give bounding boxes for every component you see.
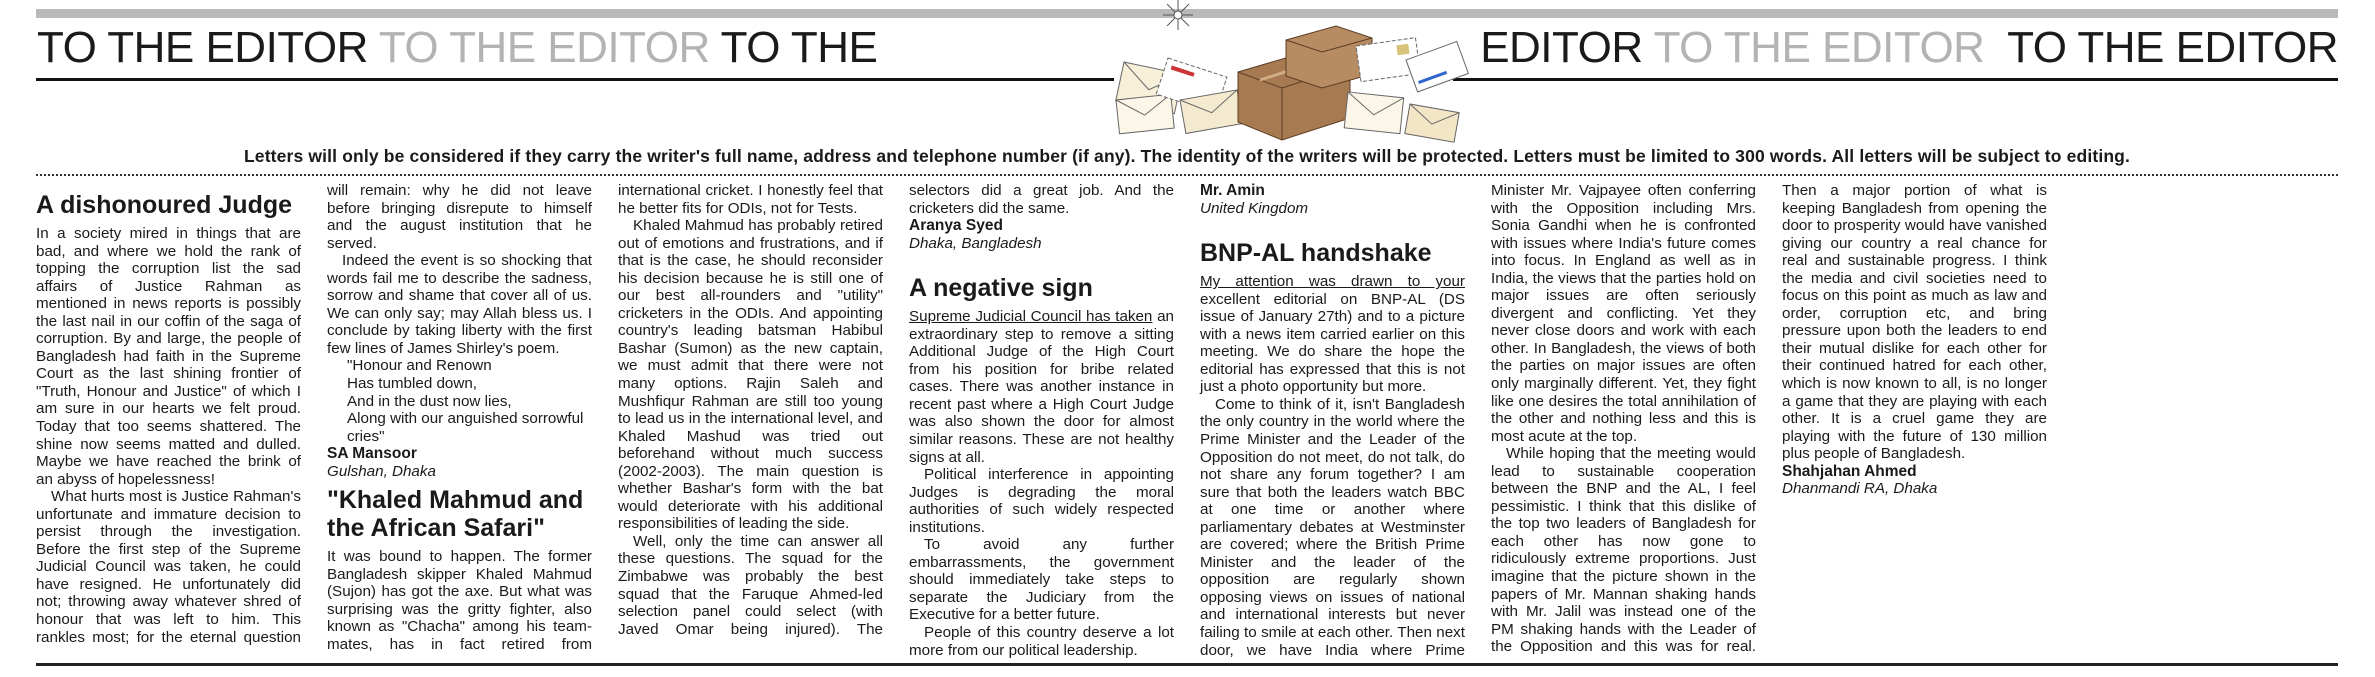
letter-title: A dishonoured Judge <box>36 191 293 219</box>
paragraph: Well, only the time can answer all these questions. The squad for the Zimbabwe was probably the best squad that the Faruque Ahmed-led selection panel could select (with Javed Omar being injured). The selectors did a great job. And the cricketers did the same. <box>618 182 1174 638</box>
envelope-icon <box>1344 92 1403 134</box>
masthead-text-grey: TO THE EDITOR <box>1653 23 1985 72</box>
poem-line: Has tumbled down, <box>347 375 478 393</box>
masthead-text: TO THE EDITOR <box>37 23 368 72</box>
paragraph-text: an extraordinary step to remove a sitting Additional Judge of the High Court from his position for bribe related cases. There was another instance in recent past where a High Court Judge was also shown the door for almost similar reasons. These are not healthy signs at all. <box>909 308 1174 466</box>
sparkle-icon <box>1163 0 1193 30</box>
paragraph: To avoid any further embarrassments, the government should immediately take steps to separate the Judiciary from the Executive for a better future. <box>909 536 1174 624</box>
paragraph: While hoping that the meeting would lead to sustainable cooperation between the BNP and the AL, I feel pessimistic. I think that this dislike of the top two leaders of Bangladesh for each other has now gone to ridiculously extreme proportions. Just imagine that the picture shown in the papers of Mr. Mannan shaking hands with Mr. Jalil was instead one of the PM shaking hands with the Leader of the Opposition and this was for real. Then a major portion of what is keeping Bangladesh from opening the door to prosperity would have vanished giving our country a real chance for real and sustainable progress. I think the media and civil societies need to focus on this point as much as law and order, corruption etc, and bring pressure upon both the leaders to end their mutual dislike for each other for their continued hatred for each other, which is now known to all, is no longer a game that they are playing with each other. It is a cruel game they are playing with the future of 130 million plus people of Bangladesh. <box>1491 182 2047 656</box>
paragraph: People of this country deserve a lot more from our political leadership. <box>909 624 1174 659</box>
poem-line: Along with our anguished sorrowful cries" <box>347 410 584 445</box>
paragraph: Political interference in appointing Judges is degrading the moral authorities of such widely respected institutions. <box>909 466 1174 536</box>
letter-title: A negative sign <box>909 274 1093 303</box>
paragraph: Indeed the event is so shocking that words fail me to describe the sadness, sorrow and shame that cover all of us. We can only say; may Allah bless us. I conclude by taking liberty with the first few lines of James Shirley's poem. <box>327 252 592 357</box>
masthead-text: TO THE <box>720 23 878 72</box>
masthead-text-grey: TO THE EDITOR <box>378 23 710 72</box>
signature: Aranya Syed <box>909 217 1003 235</box>
masthead-text: TO THE EDITOR <box>2007 23 2338 72</box>
masthead-underline-left <box>36 78 1114 81</box>
masthead-underline-right <box>1453 78 2338 81</box>
masthead-text: EDITOR <box>1480 23 1643 72</box>
poem-line: And in the dust now lies, <box>347 392 512 410</box>
dotted-divider <box>36 174 2338 176</box>
paragraph <box>1200 273 1465 396</box>
masthead-right <box>1480 23 2338 72</box>
location: Dhaka, Bangladesh <box>909 234 1042 252</box>
paragraph: What hurts most is Justice Rahman's unfortunate and immature decision to persist through the investigation. Before the first step of the Supreme Judicial Council was taken, he could have resigned. He unfortunately did not; throwing away whatever shred of honour that was left to him. This rankles most; for the eternal question will remain: why he did not leave before bringing disrepute to himself and the august institution that he served. <box>36 182 592 646</box>
signature: Mr. Amin <box>1200 182 1265 199</box>
location: United Kingdom <box>1200 199 1309 217</box>
poem-line: "Honour and Renown <box>347 357 492 375</box>
lead-text: My attention was drawn to your <box>1200 273 1465 291</box>
paragraph: Khaled Mahmud has probably retired out of emotions and frustrations, and if that is the case, he should reconsider his decision because he is still one of our best all-rounders and "utility" cricketers in the ODIs. And appointing country's leading batsman Habibul Bashar (Sumon) as the new captain, we must admit that there were not many options. Rajin Saleh and Mushfiqur Rahman are still too young to lead us in the international level, and Khaled Mashud was tried out beforehand without much success (2002-2003). The main question is whether Bashar's form with the bat would deteriorate with his additional responsibilities of leading the side. <box>618 217 883 533</box>
paragraph: Come to think of it, isn't Bangladesh the only country in the world where the Prime Minister and the Leader of the Opposition do not meet, do not talk, do not share any forum together? I am sure that both the leaders watch BBC at one time or another where parliamentary debates at Westminster are covered; where the British Prime Minister and the leader of the opposition are regularly shown opposing views on issues of national and international interests but never failing to smile at each other. Then next door, we have India where Prime Minister Mr. Vajpayee often conferring with the Opposition including Mrs. Sonia Gandhi when he is confronted with issues where India's future comes into focus. In England as well as in India, the views that the parties hold on major issues are often seriously divergent and conflicting. Yet they never close doors and work with each other. In Bangladesh, the views of both the parties on major issues are often only marginally different. Yet, they fight like one desires the total annihilation of the other and nothing less and this is most acute at the top. <box>1200 182 1756 659</box>
envelope-icon <box>1405 104 1459 142</box>
letter-title: BNP-AL handshake <box>1200 239 1432 268</box>
bottom-rule <box>36 663 2338 666</box>
paragraph <box>909 308 1174 466</box>
paragraph: In a society mired in things that are bad, and where we hold the rank of topping the corruption list the sad affairs of Justice Rahman as mentioned in news reports is possibly the last nail in our coffin of the saga of corruption. By and large, the people of Bangladesh had faith in the Supreme Court as the last shining frontier of "Truth, Honour and Justice" of which I am sure in our hearts we felt proud. Today that too seems shattered. The shine now seems matted and dulled. Maybe we have reached the brink of an abyss of hopelessness! <box>36 225 301 488</box>
editorial-notice: Letters will only be considered if they carry the writer's full name, address and telephone number (if any). The identity of the writers will be protected. Letters must be limited to 300 words. All letters will be subject to editing. <box>243 146 2131 166</box>
lead-text: Supreme Judicial Council has taken <box>909 308 1153 326</box>
signature: Shahjahan Ahmed <box>1782 462 1917 480</box>
envelope-icon <box>1116 94 1174 134</box>
letter-title: "Khaled Mahmud and the African Safari" <box>327 486 584 543</box>
signature: SA Mansoor <box>327 445 417 463</box>
location: Gulshan, Dhaka <box>327 462 436 480</box>
location: Dhanmandi RA, Dhaka <box>1782 480 1938 498</box>
paragraph: It was bound to happen. The former Bangladesh skipper Khaled Mahmud (Sujon) has got the axe. But what was surprising was the gritty fighter, also known as "Chacha" among his team-mates, has in fact retired from international cricket. I honestly feel that he better fits for ODIs, not for Tests. <box>327 182 883 654</box>
envelopes-illustration <box>1110 0 1470 150</box>
masthead-left <box>37 23 878 72</box>
paragraph-text: excellent editorial on BNP-AL (DS issue of January 27th) and to a picture with a news item carried earlier on this meeting. We do share the hope the editorial has expressed that this is not just a photo opportunity but more. <box>1200 290 1465 396</box>
letters-flow <box>36 182 2338 660</box>
